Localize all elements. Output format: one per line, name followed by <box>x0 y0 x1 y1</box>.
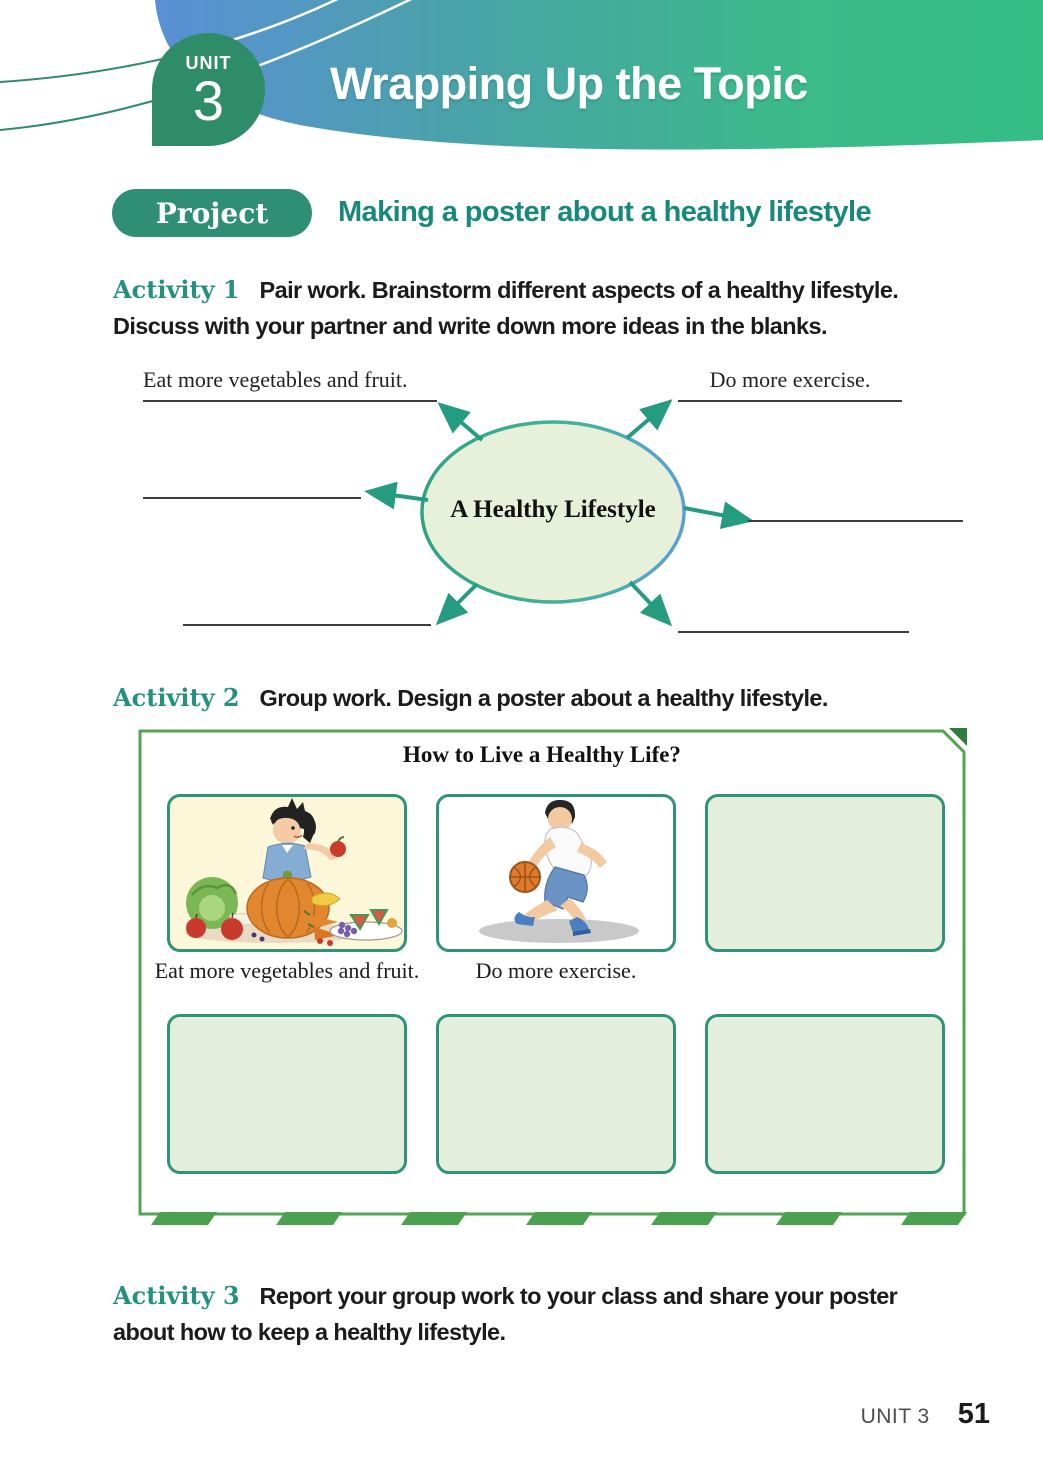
folded-corner-icon <box>949 728 967 746</box>
arrow-left-icon <box>370 492 428 500</box>
mindmap-branch-left-blank <box>143 463 361 499</box>
branch-text: Eat more vegetables and fruit. <box>143 367 408 392</box>
footer-unit-label: UNIT 3 <box>860 1405 930 1428</box>
unit-badge-word: UNIT <box>185 53 232 74</box>
page-header <box>0 0 1043 160</box>
mindmap-center-label: A Healthy Lifestyle <box>450 496 656 523</box>
poster-cell-4-empty <box>167 1014 407 1174</box>
arrow-bottom-right-icon <box>630 582 668 622</box>
poster-cell-5-empty <box>436 1014 676 1174</box>
activity-1-label: Activity 1 <box>113 275 240 304</box>
activity-2-label: Activity 2 <box>113 683 240 712</box>
poster-cell-2 <box>436 794 676 952</box>
poster-cell-6-empty <box>705 1014 945 1174</box>
mindmap-branch-bottom-left-blank <box>183 590 431 626</box>
activity-3-line-1: Report your group work to your class and share your poster <box>259 1283 898 1309</box>
girl-with-vegetables-illustration <box>170 797 404 949</box>
poster-cell-1 <box>167 794 407 952</box>
footer-page-number: 51 <box>957 1398 990 1430</box>
activity-2-heading <box>113 680 828 716</box>
poster-cell-3-empty <box>705 794 945 952</box>
arrow-top-left-icon <box>442 406 482 440</box>
activity-3-line-2: about how to keep a healthy lifestyle. <box>113 1319 506 1345</box>
arrow-bottom-left-icon <box>440 584 477 621</box>
poster-panel <box>137 728 967 1228</box>
arrow-right-icon <box>684 508 748 520</box>
activity-2-line-1: Group work. Design a poster about a healthy lifestyle. <box>259 685 828 711</box>
branch-text: Do more exercise. <box>709 367 871 392</box>
poster-title: How to Live a Healthy Life? <box>403 742 681 767</box>
project-badge <box>112 189 312 237</box>
boy-playing-basketball-illustration <box>439 797 673 949</box>
poster-caption-1: Eat more vegetables and fruit. <box>154 958 420 983</box>
poster-caption-2: Do more exercise. <box>475 958 637 983</box>
page-footer <box>0 1398 990 1431</box>
activity-3-label: Activity 3 <box>113 1281 240 1310</box>
project-subtitle: Making a poster about a healthy lifestyle <box>338 196 871 228</box>
activity-3-heading <box>113 1278 897 1350</box>
unit-badge <box>152 33 265 146</box>
mindmap-branch-right-blank <box>748 486 963 522</box>
mindmap-branch-bottom-right-blank <box>678 597 909 633</box>
project-badge-label: Project <box>155 196 269 230</box>
activity-1-line-1: Pair work. Brainstorm different aspects of a healthy lifestyle. <box>259 277 899 303</box>
page-title: Wrapping Up the Topic <box>330 58 808 109</box>
activity-1-line-2: Discuss with your partner and write down more ideas in the blanks. <box>113 313 827 339</box>
unit-badge-number: 3 <box>192 69 225 133</box>
arrow-top-right-icon <box>627 403 668 438</box>
mindmap-diagram <box>0 360 1043 665</box>
mindmap-branch-top-left <box>143 364 437 402</box>
mindmap-branch-top-right <box>678 364 902 402</box>
activity-1-heading <box>113 272 898 344</box>
